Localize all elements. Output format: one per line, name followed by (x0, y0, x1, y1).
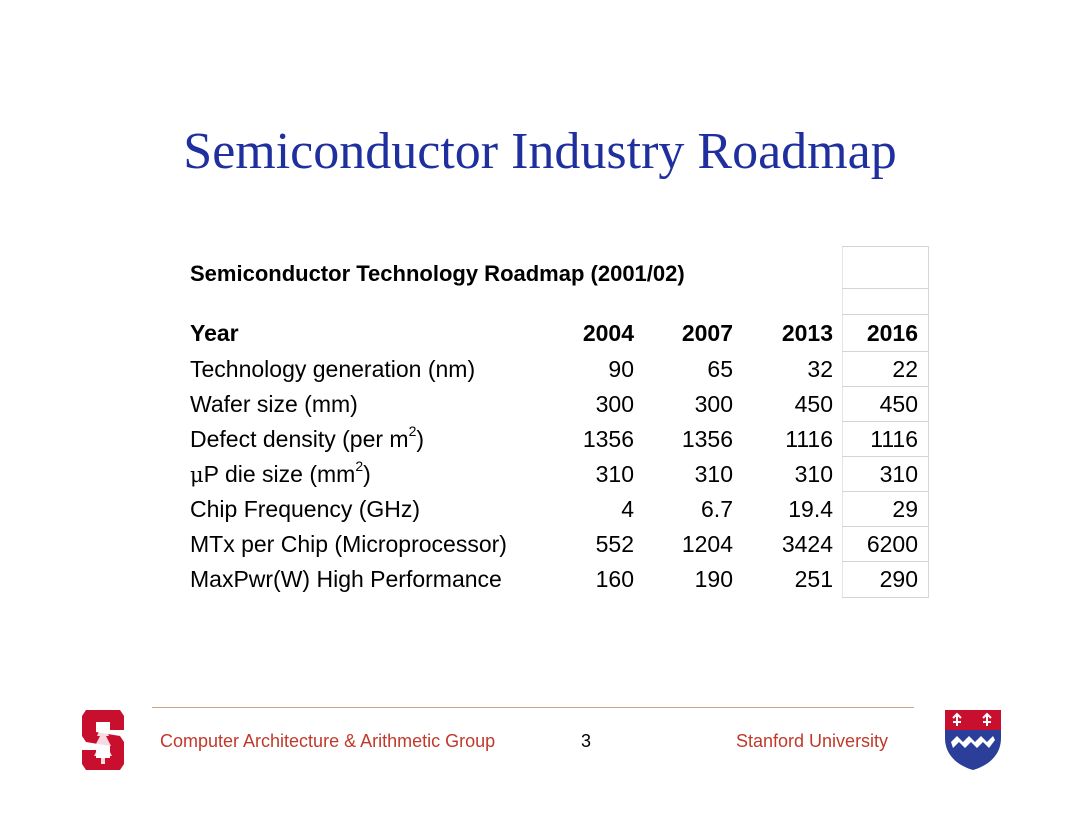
row-label: MaxPwr(W) High Performance (190, 566, 502, 592)
row-label-suffix: ) (416, 426, 425, 452)
slide-title: Semiconductor Industry Roadmap (183, 123, 897, 180)
row-value: 450 (879, 391, 918, 417)
row-label: Chip Frequency (GHz) (190, 496, 421, 522)
row-value: 65 (707, 356, 733, 382)
row-value: 552 (595, 531, 634, 557)
row-value: 3424 (781, 531, 833, 557)
row-value: 4 (621, 496, 634, 522)
table-row (190, 492, 930, 527)
cell-border (842, 597, 928, 598)
table-row (190, 422, 930, 457)
row-value: 300 (694, 391, 733, 417)
row-value: 310 (595, 461, 634, 487)
row-value: 190 (694, 566, 733, 592)
row-value: 90 (608, 356, 634, 382)
table-row (190, 387, 930, 422)
superscript: 2 (355, 458, 364, 475)
table-header-row (190, 316, 930, 351)
table-row (190, 527, 930, 562)
header-year: 2013 (781, 320, 833, 346)
row-value: 251 (794, 566, 833, 592)
row-label-text: P die size (mm (203, 461, 356, 487)
header-year: 2004 (582, 320, 634, 346)
row-value: 6200 (866, 531, 918, 557)
row-value: 1116 (870, 426, 918, 452)
row-value: 29 (892, 496, 918, 522)
row-label (190, 422, 424, 457)
header-year: 2007 (681, 320, 733, 346)
table-row (190, 457, 930, 492)
footer-group-name: Computer Architecture & Arithmetic Group (160, 731, 496, 751)
row-value: 160 (595, 566, 634, 592)
page-number: 3 (581, 731, 592, 751)
table-row (190, 562, 930, 597)
row-value: 19.4 (788, 496, 833, 522)
row-label (190, 457, 371, 493)
footer-divider (152, 707, 914, 708)
row-label-suffix: ) (363, 461, 371, 487)
row-value: 1116 (785, 426, 833, 452)
row-value: 32 (807, 356, 833, 382)
row-label-text: Defect density (per m (190, 426, 409, 452)
table-caption: Semiconductor Technology Roadmap (2001/02) (190, 261, 685, 286)
cell-border (842, 314, 928, 315)
stanford-s-tree-logo-icon (80, 708, 126, 772)
superscript: 2 (408, 423, 417, 440)
cell-border (842, 246, 928, 247)
row-value: 6.7 (701, 496, 733, 522)
row-value: 450 (794, 391, 833, 417)
row-value: 1204 (681, 531, 733, 557)
footer-university: Stanford University (736, 731, 889, 751)
row-value: 22 (892, 356, 918, 382)
row-value: 1356 (681, 426, 733, 452)
row-label: Wafer size (mm) (190, 391, 358, 417)
row-label: Technology generation (nm) (190, 356, 476, 382)
row-value: 310 (794, 461, 833, 487)
row-value: 290 (879, 566, 918, 592)
mu-symbol: μ (190, 463, 204, 487)
header-label: Year (190, 320, 239, 346)
table-row (190, 352, 930, 387)
shield-crest-logo-icon (943, 708, 1003, 772)
row-value: 310 (694, 461, 733, 487)
row-label: MTx per Chip (Microprocessor) (190, 531, 507, 557)
row-value: 1356 (582, 426, 634, 452)
row-value: 300 (595, 391, 634, 417)
cell-border (842, 288, 928, 289)
row-value: 310 (879, 461, 918, 487)
header-year: 2016 (866, 320, 918, 346)
